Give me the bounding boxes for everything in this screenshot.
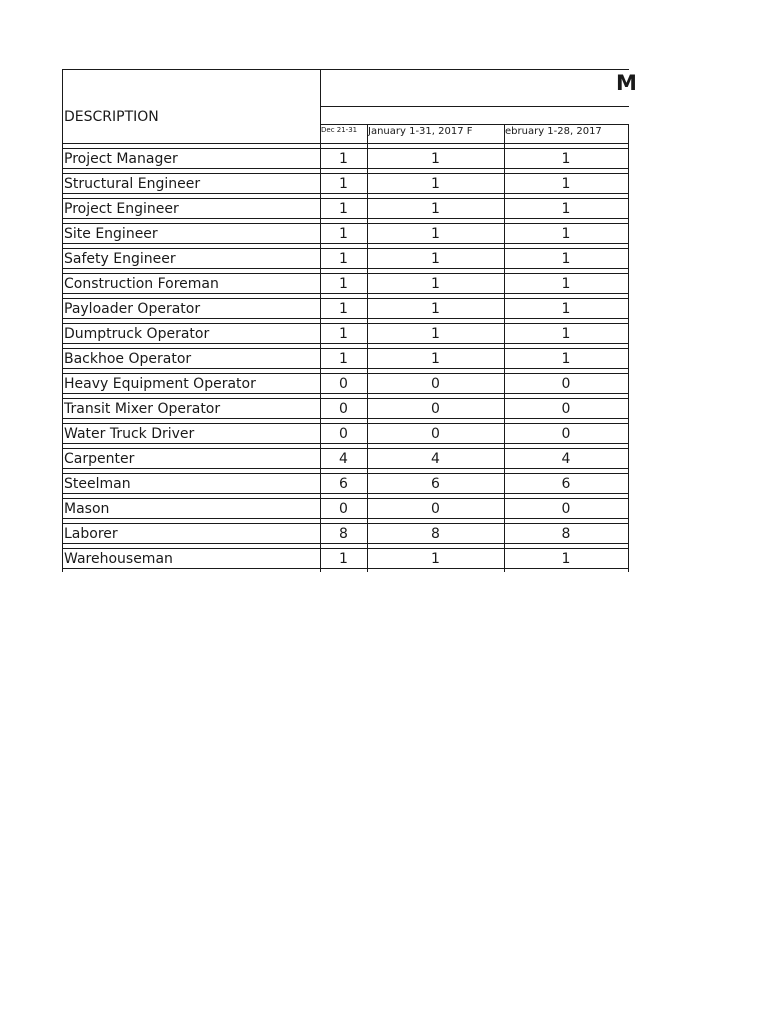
row-description: Backhoe Operator <box>64 351 192 367</box>
sheet-title-fragment: M <box>616 71 637 95</box>
row-value-january: 1 <box>431 226 440 242</box>
row-value-february: 0 <box>561 501 571 517</box>
row-value-dec: 1 <box>339 201 348 217</box>
row-value-february: 1 <box>561 226 571 242</box>
row-value-january: 1 <box>431 351 440 367</box>
row-value-january: 8 <box>431 526 440 542</box>
row-value-february: 1 <box>561 151 571 167</box>
row-value-january: 1 <box>431 151 440 167</box>
row-value-dec: 1 <box>339 151 348 167</box>
row-value-dec: 1 <box>339 176 348 192</box>
row-value-january: 1 <box>431 251 440 267</box>
row-value-january: 0 <box>431 501 440 517</box>
row-description: Project Manager <box>64 151 178 167</box>
row-value-january: 1 <box>431 326 440 342</box>
period-header-dec: Dec 21-31 <box>321 126 358 134</box>
row-value-february: 8 <box>561 526 571 542</box>
row-value-dec: 1 <box>339 276 348 292</box>
description-header: DESCRIPTION <box>64 109 159 125</box>
row-value-february: 1 <box>561 201 571 217</box>
row-value-january: 1 <box>431 551 440 567</box>
row-description: Site Engineer <box>64 226 158 242</box>
row-description: Warehouseman <box>64 551 173 567</box>
row-value-february: 0 <box>561 401 571 417</box>
row-description: Safety Engineer <box>64 251 176 267</box>
row-value-dec: 1 <box>339 226 348 242</box>
row-description: Laborer <box>64 526 118 542</box>
row-value-dec: 1 <box>339 351 348 367</box>
row-value-february: 1 <box>561 301 571 317</box>
header-divider <box>320 106 629 107</box>
row-description: Dumptruck Operator <box>64 326 210 342</box>
row-value-january: 6 <box>431 476 440 492</box>
row-value-february: 1 <box>561 326 571 342</box>
row-description: Project Engineer <box>64 201 179 217</box>
row-value-dec: 8 <box>339 526 348 542</box>
row-value-february: 1 <box>561 551 571 567</box>
row-value-january: 0 <box>431 426 440 442</box>
row-value-dec: 0 <box>339 426 348 442</box>
row-value-february: 0 <box>561 376 571 392</box>
row-value-january: 1 <box>431 276 440 292</box>
row-value-january: 4 <box>431 451 440 467</box>
row-description: Structural Engineer <box>64 176 201 192</box>
row-value-dec: 1 <box>339 326 348 342</box>
row-description: Mason <box>64 501 110 517</box>
row-value-january: 1 <box>431 201 440 217</box>
row-description: Transit Mixer Operator <box>64 401 221 417</box>
row-value-dec: 1 <box>339 251 348 267</box>
row-value-january: 0 <box>431 376 440 392</box>
row-value-dec: 0 <box>339 376 348 392</box>
row-value-february: 1 <box>561 351 571 367</box>
row-value-february: 4 <box>561 451 571 467</box>
row-value-february: 0 <box>561 426 571 442</box>
row-value-dec: 1 <box>339 551 348 567</box>
row-value-dec: 1 <box>339 301 348 317</box>
row-value-january: 1 <box>431 301 440 317</box>
table-border-top <box>62 69 629 70</box>
description-column-border <box>320 69 321 572</box>
row-value-january: 0 <box>431 401 440 417</box>
row-description: Carpenter <box>64 451 135 467</box>
row-value-february: 6 <box>561 476 571 492</box>
row-description: Construction Foreman <box>64 276 219 292</box>
row-description: Heavy Equipment Operator <box>64 376 256 392</box>
period-header-january: January 1-31, 2017 F <box>368 126 473 137</box>
row-value-january: 1 <box>431 176 440 192</box>
manpower-schedule-table <box>62 69 637 572</box>
row-value-february: 1 <box>561 251 571 267</box>
row-description: Payloader Operator <box>64 301 201 317</box>
row-description: Water Truck Driver <box>64 426 195 442</box>
row-value-february: 1 <box>561 276 571 292</box>
row-value-dec: 0 <box>339 501 348 517</box>
row-description: Steelman <box>64 476 131 492</box>
header-bottom-line <box>62 143 629 144</box>
row-value-dec: 0 <box>339 401 348 417</box>
row-value-dec: 6 <box>339 476 348 492</box>
row-value-dec: 4 <box>339 451 348 467</box>
table-border-left <box>62 69 63 572</box>
row-value-february: 1 <box>561 176 571 192</box>
period-header-february: ebruary 1-28, 2017 <box>505 126 602 137</box>
